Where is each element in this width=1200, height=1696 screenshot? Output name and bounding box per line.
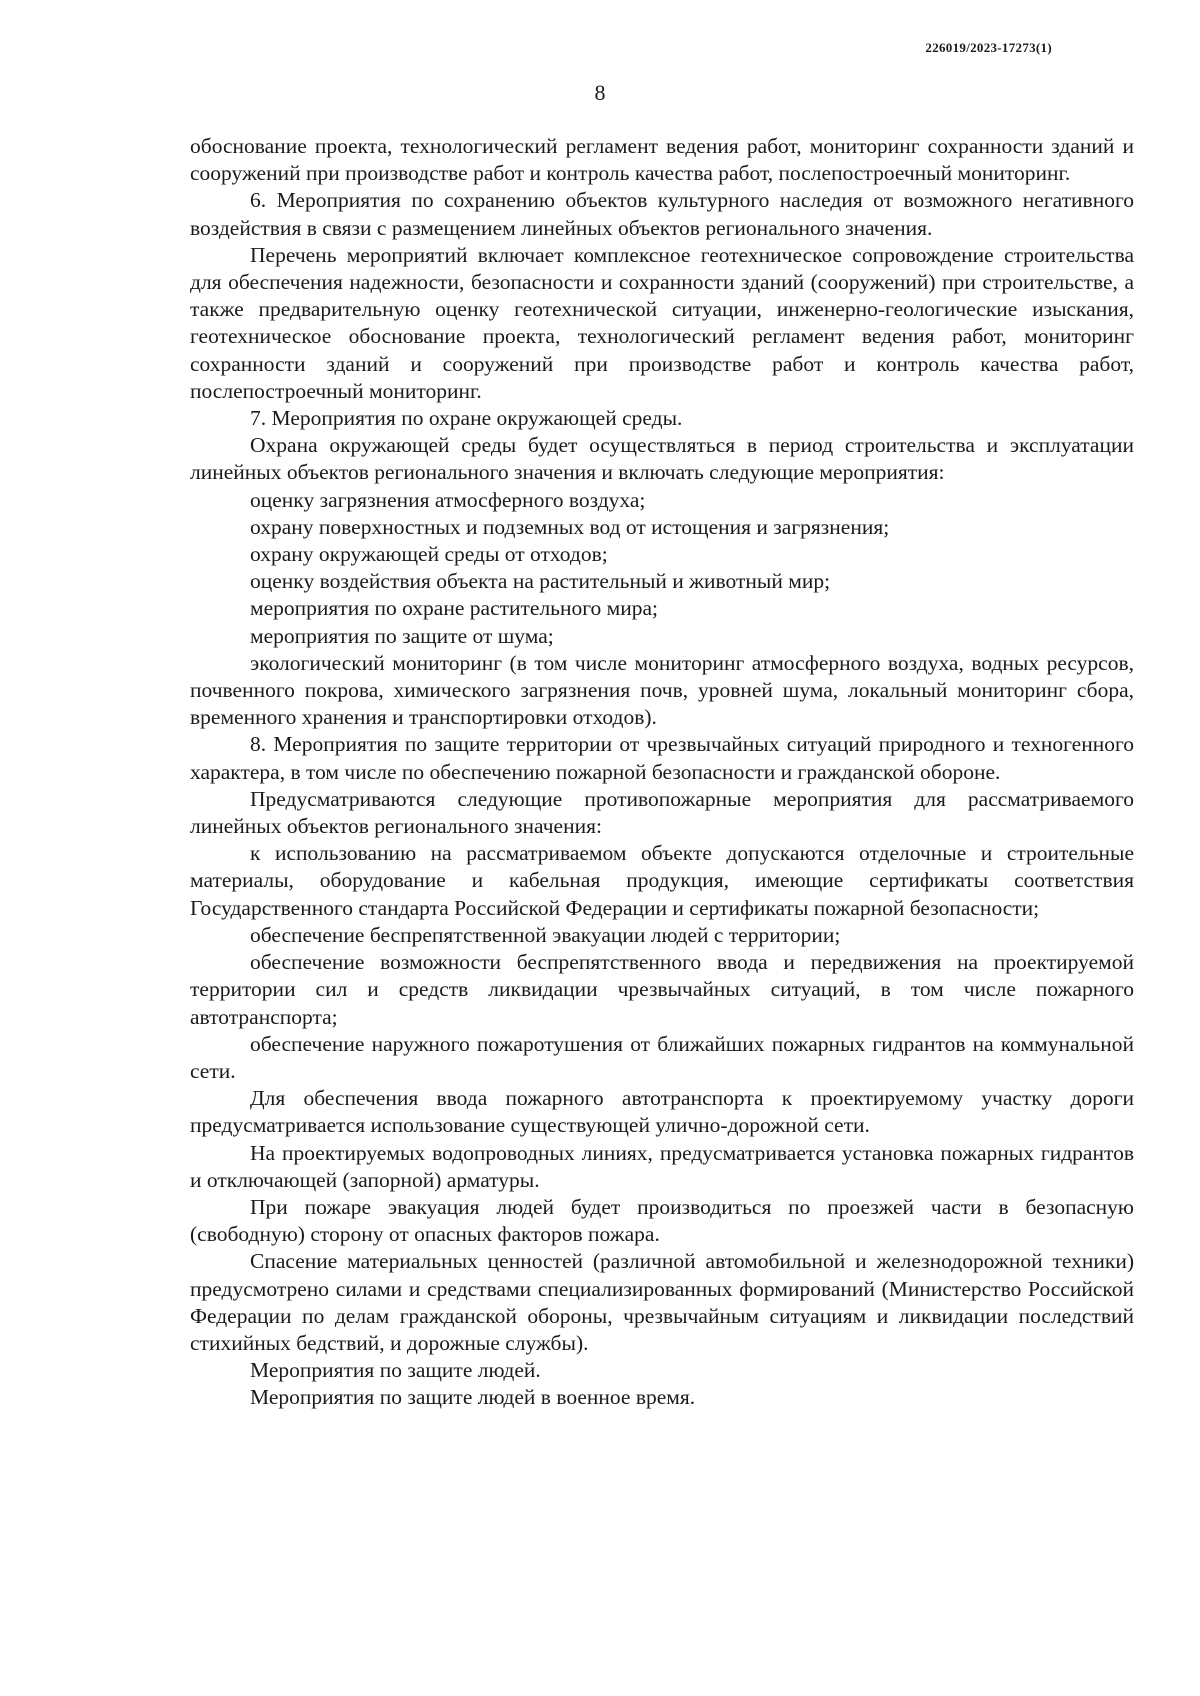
paragraph: На проектируемых водопроводных линиях, предусматривается установка пожарных гидрантов и отключающей (запорной) арматуры. (190, 1140, 1134, 1192)
list-item: к использованию на рассматриваемом объекте допускаются отделочные и строительные материалы, оборудование и кабельная продукция, имеющие сертификаты соответствия Государственного стандарта Российской Федерации и сертификаты пожарной безопасности; (190, 841, 1134, 920)
paragraph: Для обеспечения ввода пожарного автотранспорта к проектируемому участку дороги предусматривается использование существующей улично-дорожной сети. (190, 1086, 1134, 1138)
page-number: 8 (594, 80, 606, 105)
paragraph: обоснование проекта, технологический регламент ведения работ, мониторинг сохранности зданий и сооружений при производстве работ и контроль качества работ, послепостроечный мониторинг. (190, 134, 1134, 186)
document-registration-number: 226019/2023-17273(1) (925, 40, 1052, 55)
list-item: оценку загрязнения атмосферного воздуха; (250, 487, 646, 512)
paragraph: Предусматриваются следующие противопожарные мероприятия для рассматриваемого линейных объектов регионального значения: (190, 786, 1134, 839)
list-item: оценку воздействия объекта на растительный и животный мир; (250, 569, 831, 594)
paragraph: Спасение материальных ценностей (различной автомобильной и железнодорожной техники) предусмотрено силами и средствами специализированных формирований (Министерство Российской Федерации по делам гражданской обороны, чрезвычайным ситуациям и ликвидации последствий стихийных бедствий, и дорожные службы). (190, 1249, 1134, 1355)
paragraph: 6. Мероприятия по сохранению объектов культурного наследия от возможного негативного воздействия в связи с размещением линейных объектов регионального значения. (190, 188, 1134, 240)
list-item: обеспечение беспрепятственной эвакуации людей с территории; (250, 922, 841, 947)
paragraph: Мероприятия по защите людей. (250, 1358, 541, 1383)
list-item: обеспечение наружного пожаротушения от ближайших пожарных гидрантов на коммунальной сети. (190, 1031, 1134, 1083)
paragraph: При пожаре эвакуация людей будет производиться по проезжей части в безопасную (свободную) сторону от опасных факторов пожара. (190, 1194, 1134, 1247)
list-item: мероприятия по защите от шума; (250, 623, 554, 648)
section-heading: 7. Мероприятия по охране окружающей среды. (250, 406, 683, 431)
list-item: мероприятия по охране растительного мира; (250, 596, 659, 621)
document-body (190, 133, 1134, 1412)
list-item: экологический мониторинг (в том числе мониторинг атмосферного воздуха, водных ресурсов, почвенного покрова, химического загрязнения почв, уровней шума, локальный мониторинг сбора, временного хранения и транспортировки отходов). (190, 650, 1134, 730)
list-item: охрану поверхностных и подземных вод от истощения и загрязнения; (250, 514, 890, 539)
list-item: охрану окружающей среды от отходов; (250, 542, 608, 567)
paragraph: Перечень мероприятий включает комплексное геотехническое сопровождение строительства для обеспечения надежности, безопасности и сохранности зданий (сооружений) при строительстве, а также предварительную оценку геотехнической ситуации, инженерно-геологические изыскания, геотехническое обоснование проекта, технологический регламент ведения работ, мониторинг сохранности зданий и сооружений при производстве работ и контроль качества работ, послепостроечный мониторинг. (190, 242, 1134, 403)
list-item: обеспечение возможности беспрепятственного ввода и передвижения на проектируемой территории сил и средств ликвидации чрезвычайных ситуаций, в том числе пожарного автотранспорта; (190, 950, 1134, 1029)
paragraph: Охрана окружающей среды будет осуществляться в период строительства и эксплуатации линейных объектов регионального значения и включать следующие мероприятия: (190, 433, 1134, 485)
paragraph: Мероприятия по защите людей в военное время. (250, 1385, 696, 1410)
section-heading: 8. Мероприятия по защите территории от чрезвычайных ситуаций природного и техногенного характера, в том числе по обеспечению пожарной безопасности и гражданской обороне. (190, 732, 1134, 784)
